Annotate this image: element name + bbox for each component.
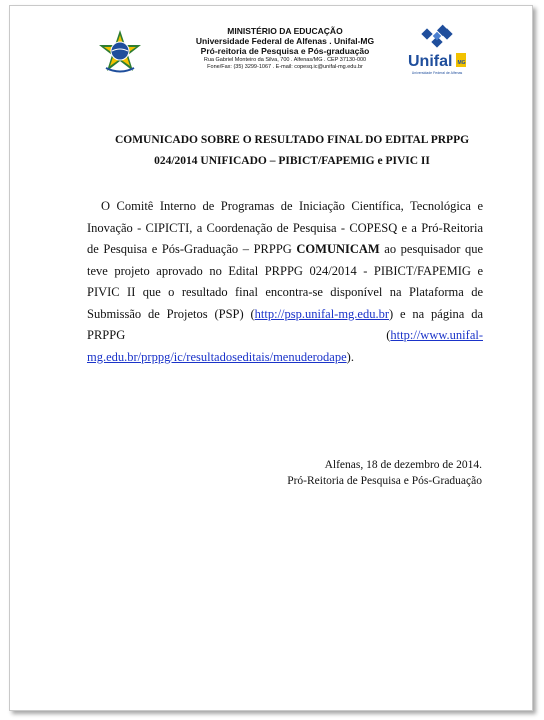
prppg-results-link[interactable]: http://www.unifal-mg.edu.br/prppg/ic/resultadoseditais/menuderodape bbox=[87, 328, 483, 364]
brazil-coat-of-arms-icon bbox=[96, 28, 144, 76]
title-line-2: 024/2014 UNIFICADO – PIBICT/FAPEMIG e PIVIC II bbox=[154, 155, 430, 167]
address: Rua Gabriel Monteiro da Silva, 700 . Alfenas/MG . CEP 37130-000 bbox=[203, 57, 367, 63]
title-line-1: COMUNICADO SOBRE O RESULTADO FINAL DO EDITAL PRPPG bbox=[114, 134, 470, 146]
paragraph-emphasis: COMUNICAM bbox=[296, 242, 380, 256]
university-name: Universidade Federal de Alfenas . Unifal-MG bbox=[195, 36, 375, 46]
unifal-logo bbox=[406, 22, 468, 76]
letterhead bbox=[10, 6, 532, 86]
logo-text: Unifal bbox=[408, 53, 453, 70]
psp-link[interactable]: http://psp.unifal-mg.edu.br bbox=[254, 306, 390, 321]
paragraph-text-4: ). bbox=[346, 349, 354, 364]
contact-info: Fone/Fax: (35) 3299-1067 . E-mail: copesq.ic@unifal-mg.edu.br bbox=[207, 64, 363, 70]
paragraph-text-3: ) e na página da PRPPG ( bbox=[87, 306, 483, 342]
place-date: Alfenas, 18 de dezembro de 2014. bbox=[324, 459, 482, 471]
logo-caption: Universidade Federal de Alfenas bbox=[411, 71, 463, 75]
paragraph-text-1: O Comitê Interno de Programas de Iniciação Científica, Tecnológica e Inovação - CIPICTI, a Coordenação de Pesquisa - COPESQ e a Pró-Reitoria de Pesquisa e Pós-Graduação – PRPPG bbox=[87, 199, 483, 256]
dean-office-name: Pró-reitoria de Pesquisa e Pós-graduação bbox=[200, 46, 370, 56]
announcement-paragraph bbox=[87, 196, 483, 368]
paragraph-text-2: ao pesquisador que teve projeto aprovado no Edital PRPPG 024/2014 - PIBICT/FAPEMIG e PIVIC II que o resultado final encontra-se disponível na Plataforma de Submissão de Projetos (PSP) ( bbox=[87, 242, 483, 321]
document-page bbox=[9, 5, 533, 711]
logo-suffix: MG bbox=[457, 60, 466, 66]
document-title bbox=[100, 130, 484, 172]
signature-block bbox=[287, 457, 482, 489]
ministry-name: MINISTÉRIO DA EDUCAÇÃO bbox=[227, 26, 343, 36]
signing-office: Pró-Reitoria de Pesquisa e Pós-Graduação bbox=[287, 475, 482, 487]
